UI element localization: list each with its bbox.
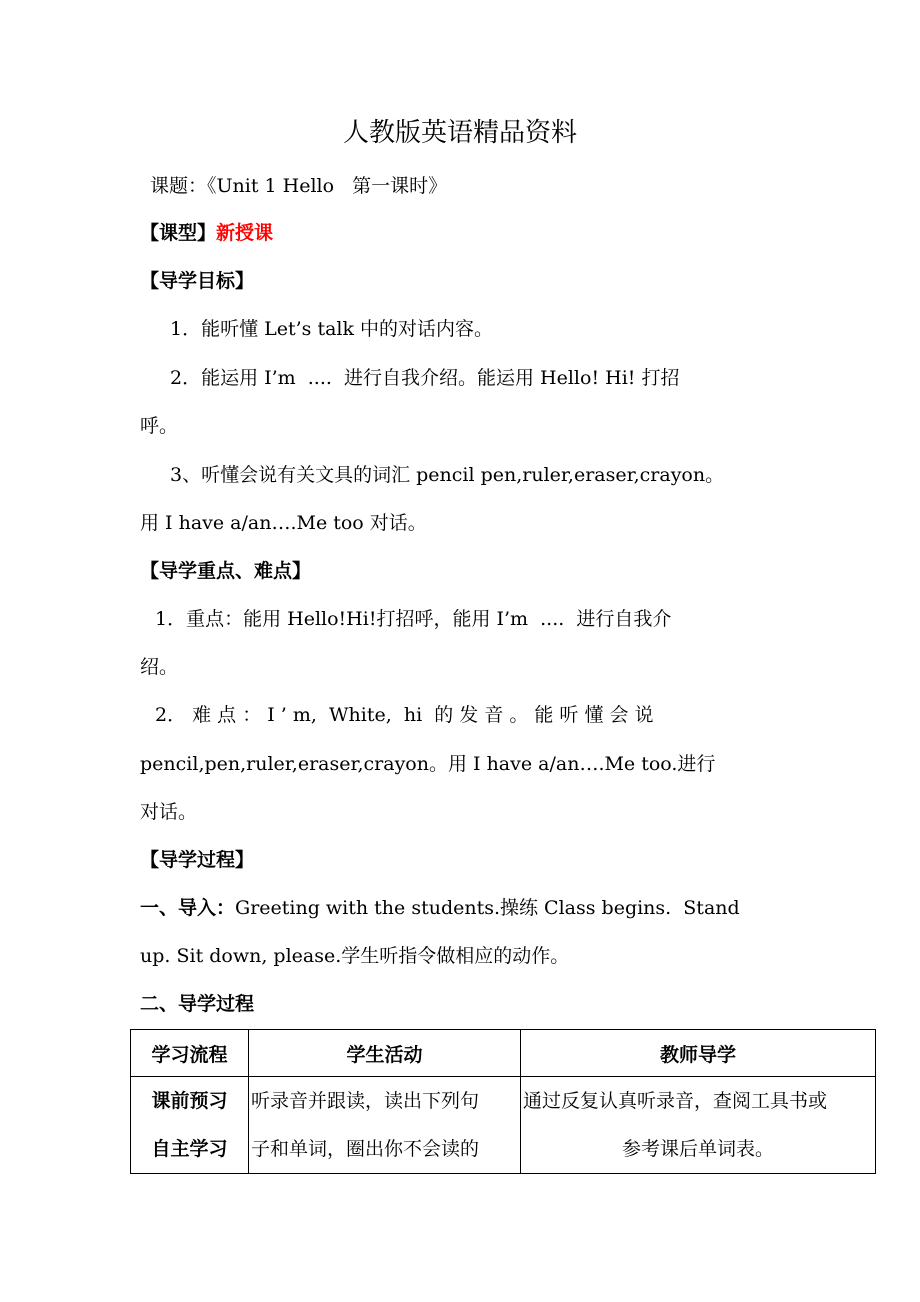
key-point-2-line-2: pencil,pen,ruler,eraser,crayon。用 I have a/an….Me too.进行 [140, 753, 716, 775]
header-learning-flow: 学习流程 [131, 1030, 249, 1077]
key-point-1-line-2: 绍。 [140, 656, 179, 678]
objective-1: 1．能听懂 Let’s talk 中的对话内容。 [170, 318, 494, 340]
cell-learning-flow [131, 1077, 249, 1174]
course-type-label: 【课型】 [140, 222, 217, 244]
objective-3-line-2: 用 I have a/an….Me too 对话。 [140, 512, 427, 534]
process-heading: 【导学过程】 [140, 849, 255, 871]
cell-student-activity [249, 1077, 521, 1174]
table-header-row [131, 1030, 876, 1077]
teacher-line-2: 参考课后单词表。 [621, 1138, 774, 1160]
intro-line-1 [140, 896, 740, 920]
objective-3-line-1: 3、听懂会说有关文具的词汇 pencil pen,ruler,eraser,crayon。 [170, 464, 725, 486]
student-line-1: 听录音并跟读，读出下列句 [251, 1090, 480, 1112]
key-point-2-line-1: 2． 难 点 ： I ’ m, White, hi 的 发 音 。 能 听 懂 会 说 [155, 704, 654, 726]
course-type-value: 新授课 [216, 222, 274, 244]
header-student-activity: 学生活动 [249, 1030, 521, 1077]
header-teacher-guidance: 教师导学 [521, 1030, 876, 1077]
guided-learning-table [130, 1029, 876, 1174]
student-line-2: 子和单词，圈出你不会读的 [251, 1138, 480, 1160]
key-points-heading: 【导学重点、难点】 [140, 560, 312, 582]
lesson-topic: 课题：《Unit 1 Hello 第一课时》 [150, 175, 448, 197]
intro-line-2: up. Sit down, please.学生听指令做相应的动作。 [140, 945, 570, 967]
objective-2-line-1: 2．能运用 I’m .... 进行自我介绍。能运用 Hello! Hi! 打招 [170, 367, 680, 389]
objective-2-line-2: 呼。 [140, 415, 179, 437]
key-point-2-line-3: 对话。 [140, 801, 198, 823]
intro-label: 一、导入： [140, 897, 236, 919]
table-row [131, 1077, 876, 1174]
flow-line-1: 课前预习 [151, 1090, 228, 1112]
key-point-1-line-1: 1．重点：能用 Hello!Hi!打招呼，能用 I’m .... 进行自我介 [155, 608, 672, 630]
course-type [140, 221, 273, 245]
flow-line-2: 自主学习 [151, 1138, 228, 1160]
document-title: 人教版英语精品资料 [342, 118, 577, 148]
cell-teacher-guidance [521, 1077, 876, 1174]
intro-text: Greeting with the students.操练 Class begins. Stand [235, 897, 740, 919]
section-2-heading: 二、导学过程 [140, 993, 255, 1015]
teacher-line-1: 通过反复认真听录音，查阅工具书或 [523, 1090, 828, 1112]
objectives-heading: 【导学目标】 [140, 270, 255, 292]
